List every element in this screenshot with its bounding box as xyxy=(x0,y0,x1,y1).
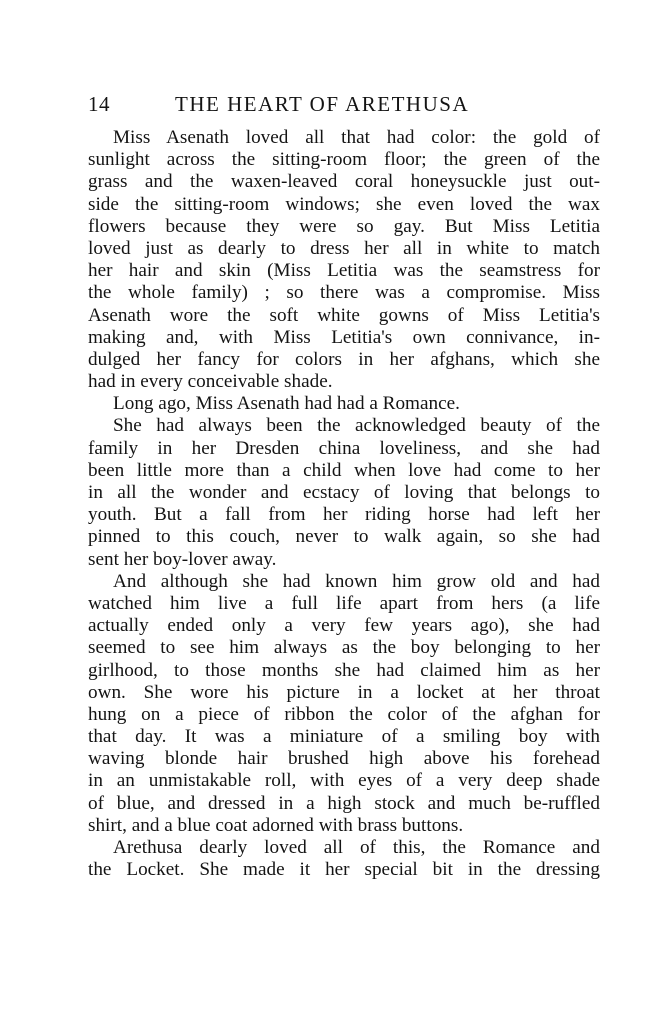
text-line: Miss Asenath loved all that had color: the gold of xyxy=(113,127,600,148)
text-line: her hair and skin (Miss Letitia was the seamstress for xyxy=(88,260,600,282)
text-line: Arethusa dearly loved all of this, the Romance and xyxy=(113,837,600,858)
text-line: watched him live a full life apart from hers (a life xyxy=(88,592,600,614)
text-line: youth. But a fall from her riding horse had left her xyxy=(88,504,600,526)
page-number: 14 xyxy=(88,92,110,116)
text-line: dulged her fancy for colors in her afghans, which she xyxy=(88,348,600,370)
text-line: sunlight across the sitting-room floor; the green of the xyxy=(88,149,600,171)
text-line: of blue, and dressed in a high stock and much be-ruffled xyxy=(88,792,600,814)
text-line: loved just as dearly to dress her all in white to match xyxy=(88,237,600,259)
text-line: family in her Dresden china loveliness, and she had xyxy=(88,437,600,459)
text-line: the whole family) ; so there was a compromise. Miss xyxy=(88,282,600,304)
text-line: grass and the waxen-leaved coral honeysuckle just out- xyxy=(88,171,600,193)
text-line: own. She wore his picture in a locket at her throat xyxy=(88,681,600,703)
text-line: been little more than a child when love had come to her xyxy=(88,459,600,481)
text-line: in an unmistakable roll, with eyes of a very deep shade xyxy=(88,770,600,792)
text-line: flowers because they were so gay. But Miss Letitia xyxy=(88,215,600,237)
text-line: seemed to see him always as the boy belonging to her xyxy=(88,637,600,659)
text-line: waving blonde hair brushed high above his forehead xyxy=(88,748,600,770)
text-line: that day. It was a miniature of a smiling boy with xyxy=(88,726,600,748)
text-line: side the sitting-room windows; she even loved the wax xyxy=(88,193,600,215)
text-line: Long ago, Miss Asenath had had a Romance. xyxy=(113,393,460,415)
text-line: actually ended only a very few years ago), she had xyxy=(88,615,600,637)
text-line: pinned to this couch, never to walk again, so she had xyxy=(88,526,600,548)
running-head xyxy=(88,89,604,119)
text-line: in all the wonder and ecstacy of loving that belongs to xyxy=(88,482,600,503)
text-line: the Locket. She made it her special bit in the dressing xyxy=(88,859,600,881)
text-line: Asenath wore the soft white gowns of Miss Letitia's xyxy=(88,304,600,326)
text-line: had in every conceivable shade. xyxy=(88,371,333,393)
text-line: She had always been the acknowledged beauty of the xyxy=(113,415,600,437)
body-text xyxy=(88,127,600,881)
text-line: girlhood, to those months she had claimed him as her xyxy=(88,659,600,681)
text-line: shirt, and a blue coat adorned with brass buttons. xyxy=(88,814,464,836)
text-line: And although she had known him grow old and had xyxy=(113,570,600,592)
text-line: sent her boy-lover away. xyxy=(88,548,277,570)
text-line: making and, with Miss Letitia's own connivance, in- xyxy=(88,326,600,348)
text-line: hung on a piece of ribbon the color of the afghan for xyxy=(88,703,600,725)
running-title: THE HEART OF ARETHUSA xyxy=(175,92,470,116)
